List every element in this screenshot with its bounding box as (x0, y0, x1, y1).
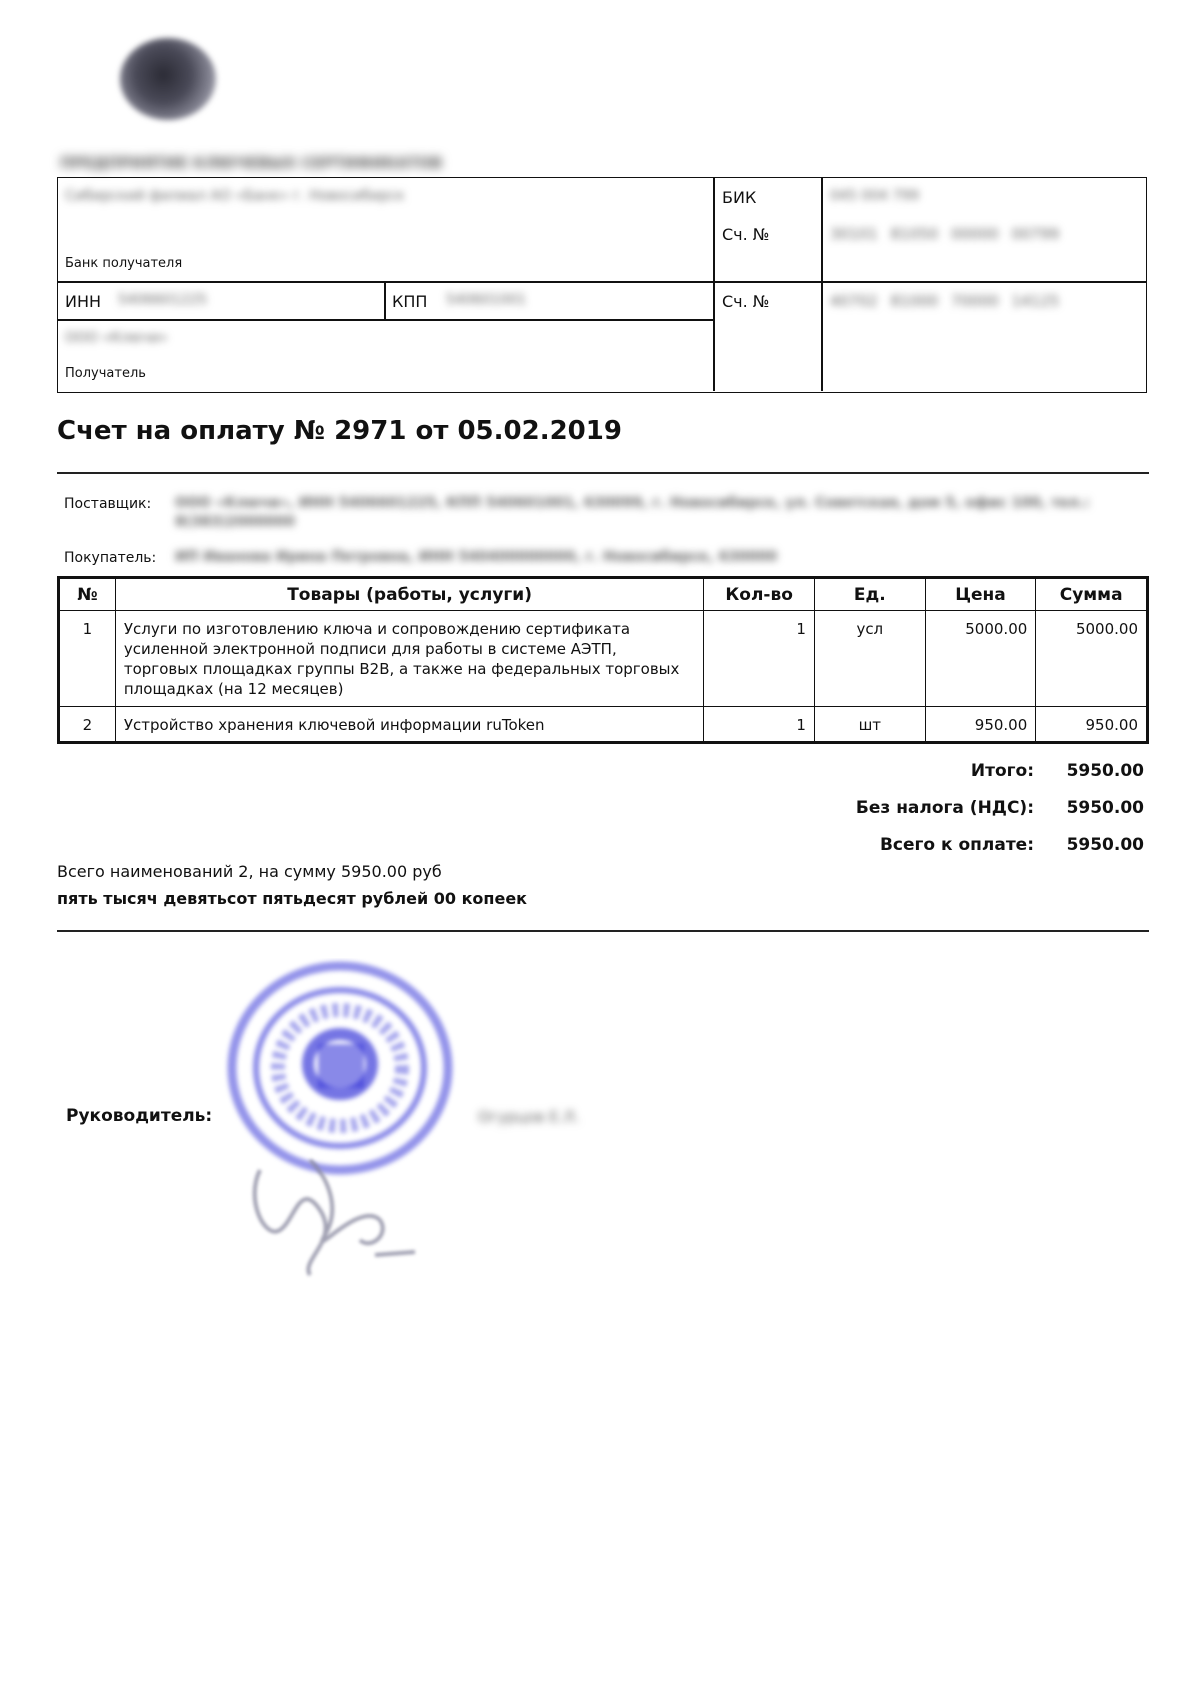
col-unit: Ед. (814, 578, 925, 611)
tax-label: Без налога (НДС): (855, 797, 1034, 818)
corr-account-value: 30101 81050 00000 00799 (830, 225, 1060, 243)
supplier-label: Поставщик: (64, 496, 152, 512)
account-value: 40702 81000 70000 14125 (830, 292, 1060, 310)
tax-value: 5950.00 (1066, 797, 1144, 818)
row-sum: 5000.00 (1036, 611, 1148, 707)
totals-block (856, 752, 1144, 863)
row-price: 950.00 (925, 707, 1036, 743)
items-table (57, 576, 1149, 744)
due-label: Всего к оплате: (879, 834, 1034, 855)
bik-label: БИК (722, 188, 757, 207)
col-number: № (59, 578, 116, 611)
company-name: ПРЕДПРИЯТИЕ КЛЮЧЕВЫХ СЕРТИФИКАТОВ (60, 154, 443, 172)
due-row (856, 826, 1144, 863)
account-label: Сч. № (722, 292, 770, 311)
total-label: Итого: (970, 760, 1034, 781)
buyer-label: Покупатель: (64, 550, 157, 566)
row-number: 1 (59, 611, 116, 707)
row-qty: 1 (704, 611, 815, 707)
recipient-name: ООО «Ключи» (65, 330, 168, 346)
kpp-label: КПП (392, 292, 428, 311)
bank-label: Банк получателя (65, 256, 183, 271)
director-name: Огурцов Е.Л. (478, 1108, 580, 1126)
supplier-value: ООО «Ключи», ИНН 5406601225, КПП 540601001, 630099, г. Новосибирск, ул. Советская, дом 5, офис 100, тел.: 8(383)2000000 (175, 495, 1090, 530)
row-name: Устройство хранения ключевой информации ruToken (115, 707, 703, 743)
invoice-title: Счет на оплату № 2971 от 05.02.2019 (57, 416, 622, 446)
items-summary: Всего наименований 2, на сумму 5950.00 руб (57, 862, 442, 881)
company-logo (120, 38, 216, 120)
inn-value: 5406601225 (118, 292, 208, 308)
table-row (59, 611, 1148, 707)
title-divider (57, 472, 1149, 474)
row-name: Услуги по изготовлению ключа и сопровождению сертификата усиленной электронной подписи для работы в системе АЭТП, торговых площадках группы B2B, а также на федеральных торговых площадках (на 12 месяцев) (115, 611, 703, 707)
total-row (856, 752, 1144, 789)
summary-divider (57, 930, 1149, 932)
kpp-value: 540601001 (446, 292, 527, 308)
recipient-label: Получатель (65, 366, 146, 381)
row-unit: усл (814, 611, 925, 707)
corr-account-label: Сч. № (722, 225, 770, 244)
amount-in-words: пять тысяч девятьсот пятьдесят рублей 00 копеек (57, 889, 528, 908)
bank-name: Сибирский филиал АО «Банк» г. Новосибирск (65, 188, 405, 204)
total-value: 5950.00 (1066, 760, 1144, 781)
bik-value: 045 004 799 (830, 188, 920, 204)
row-sum: 950.00 (1036, 707, 1148, 743)
row-qty: 1 (704, 707, 815, 743)
items-header-row (59, 578, 1148, 611)
table-row (59, 707, 1148, 743)
director-label: Руководитель: (66, 1106, 213, 1126)
handwritten-signature (240, 1140, 440, 1280)
col-sum: Сумма (1036, 578, 1148, 611)
col-price: Цена (925, 578, 1036, 611)
buyer-value: ИП Иванова Ирина Петровна, ИНН 540400000000, г. Новосибирск, 630000 (175, 549, 778, 565)
col-qty: Кол-во (704, 578, 815, 611)
bank-details-table (57, 177, 1147, 393)
row-unit: шт (814, 707, 925, 743)
row-number: 2 (59, 707, 116, 743)
row-price: 5000.00 (925, 611, 1036, 707)
tax-row (856, 789, 1144, 826)
due-value: 5950.00 (1066, 834, 1144, 855)
inn-label: ИНН (65, 292, 102, 311)
col-name: Товары (работы, услуги) (115, 578, 703, 611)
